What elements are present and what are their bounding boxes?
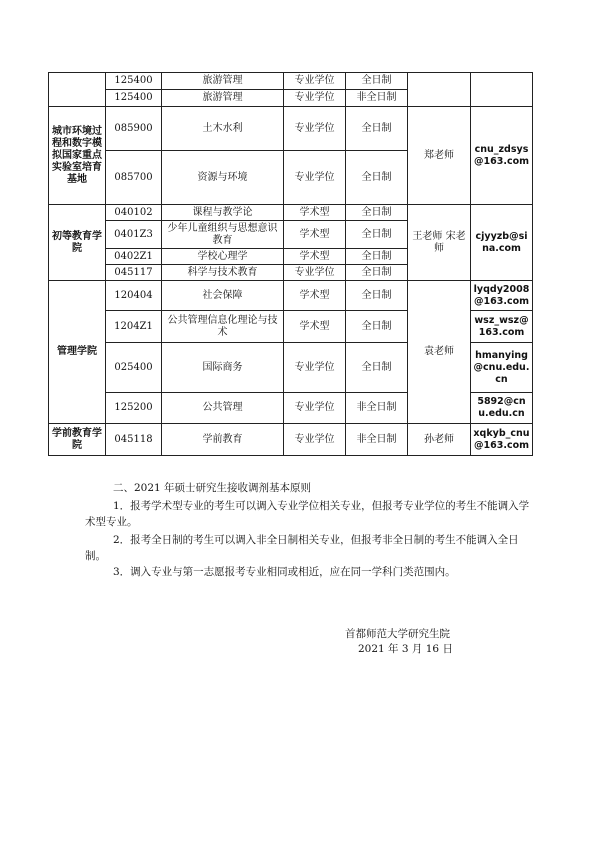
major-cell: 旅游管理 [162, 73, 284, 90]
major-cell: 资源与环境 [162, 151, 284, 205]
major-cell: 土木水利 [162, 107, 284, 151]
major-cell: 公共管理信息化理论与技术 [162, 311, 284, 343]
mode-cell: 非全日制 [346, 424, 408, 456]
type-cell: 专业学位 [284, 343, 346, 393]
type-cell: 专业学位 [284, 73, 346, 90]
admission-table [48, 72, 533, 456]
type-cell: 专业学位 [284, 393, 346, 424]
code-cell: 045118 [106, 424, 162, 456]
teacher-cell: 郑老师 [408, 107, 471, 205]
type-cell: 学术型 [284, 249, 346, 265]
mode-cell: 全日制 [346, 281, 408, 311]
type-cell: 专业学位 [284, 107, 346, 151]
type-cell: 专业学位 [284, 424, 346, 456]
code-cell: 0402Z1 [106, 249, 162, 265]
college-cell: 初等教育学院 [49, 205, 106, 281]
table-row [49, 281, 533, 311]
code-cell: 125400 [106, 73, 162, 90]
major-cell: 国际商务 [162, 343, 284, 393]
email-cell: lyqdy2008@163.com [471, 281, 533, 311]
table-row [49, 73, 533, 90]
college-cell: 学前教育学院 [49, 424, 106, 456]
signature-org: 首都师范大学研究生院 [345, 628, 450, 640]
type-cell: 专业学位 [284, 265, 346, 281]
mode-cell: 全日制 [346, 249, 408, 265]
email-cell [471, 73, 533, 107]
mode-cell: 全日制 [346, 343, 408, 393]
mode-cell: 全日制 [346, 151, 408, 205]
major-cell: 社会保障 [162, 281, 284, 311]
rule-1: 1．报考学术型专业的考生可以调入专业学位相关专业，但报考专业学位的考生不能调入学术型专业。 [85, 500, 530, 528]
mode-cell: 全日制 [346, 205, 408, 221]
major-cell: 学前教育 [162, 424, 284, 456]
mode-cell: 全日制 [346, 265, 408, 281]
mode-cell: 全日制 [346, 311, 408, 343]
code-cell: 0401Z3 [106, 221, 162, 249]
major-cell: 科学与技术教育 [162, 265, 284, 281]
code-cell: 025400 [106, 343, 162, 393]
email-cell: hmanying@cnu.edu.cn [471, 343, 533, 393]
teacher-cell: 袁老师 [408, 281, 471, 424]
teacher-cell: 孙老师 [408, 424, 471, 456]
type-cell: 学术型 [284, 311, 346, 343]
type-cell: 专业学位 [284, 151, 346, 205]
major-cell: 少年儿童组织与思想意识教育 [162, 221, 284, 249]
college-cell [49, 73, 106, 107]
code-cell: 125400 [106, 90, 162, 107]
code-cell: 085900 [106, 107, 162, 151]
mode-cell: 非全日制 [346, 90, 408, 107]
table-row [49, 107, 533, 151]
code-cell: 085700 [106, 151, 162, 205]
type-cell: 学术型 [284, 205, 346, 221]
rule-3: 3．调入专业与第一志愿报考专业相同或相近，应在同一学科门类范围内。 [113, 566, 456, 578]
code-cell: 120404 [106, 281, 162, 311]
section-heading: 二、2021 年硕士研究生接收调剂基本原则 [113, 482, 312, 494]
email-cell: xqkyb_cnu@163.com [471, 424, 533, 456]
type-cell: 学术型 [284, 281, 346, 311]
mode-cell: 全日制 [346, 221, 408, 249]
mode-cell: 全日制 [346, 107, 408, 151]
code-cell: 045117 [106, 265, 162, 281]
signature-date: 2021 年 3 月 16 日 [358, 643, 453, 655]
rule-2: 2．报考全日制的考生可以调入非全日制相关专业，但报考非全日制的考生不能调入全日制。 [85, 534, 519, 562]
major-cell: 旅游管理 [162, 90, 284, 107]
code-cell: 125200 [106, 393, 162, 424]
email-cell: cjyyzb@sina.com [471, 205, 533, 281]
mode-cell: 全日制 [346, 73, 408, 90]
major-cell: 课程与教学论 [162, 205, 284, 221]
code-cell: 040102 [106, 205, 162, 221]
mode-cell: 非全日制 [346, 393, 408, 424]
email-cell: wsz_wsz@163.com [471, 311, 533, 343]
college-cell: 城市环境过程和数字模拟国家重点实验室培育基地 [49, 107, 106, 205]
teacher-cell [408, 73, 471, 107]
type-cell: 学术型 [284, 221, 346, 249]
type-cell: 专业学位 [284, 90, 346, 107]
email-cell: cnu_zdsys@163.com [471, 107, 533, 205]
table-row [49, 205, 533, 221]
major-cell: 公共管理 [162, 393, 284, 424]
college-cell: 管理学院 [49, 281, 106, 424]
major-cell: 学校心理学 [162, 249, 284, 265]
email-cell: 5892@cnu.edu.cn [471, 393, 533, 424]
teacher-cell: 王老师 宋老师 [408, 205, 471, 281]
code-cell: 1204Z1 [106, 311, 162, 343]
table-row [49, 424, 533, 456]
